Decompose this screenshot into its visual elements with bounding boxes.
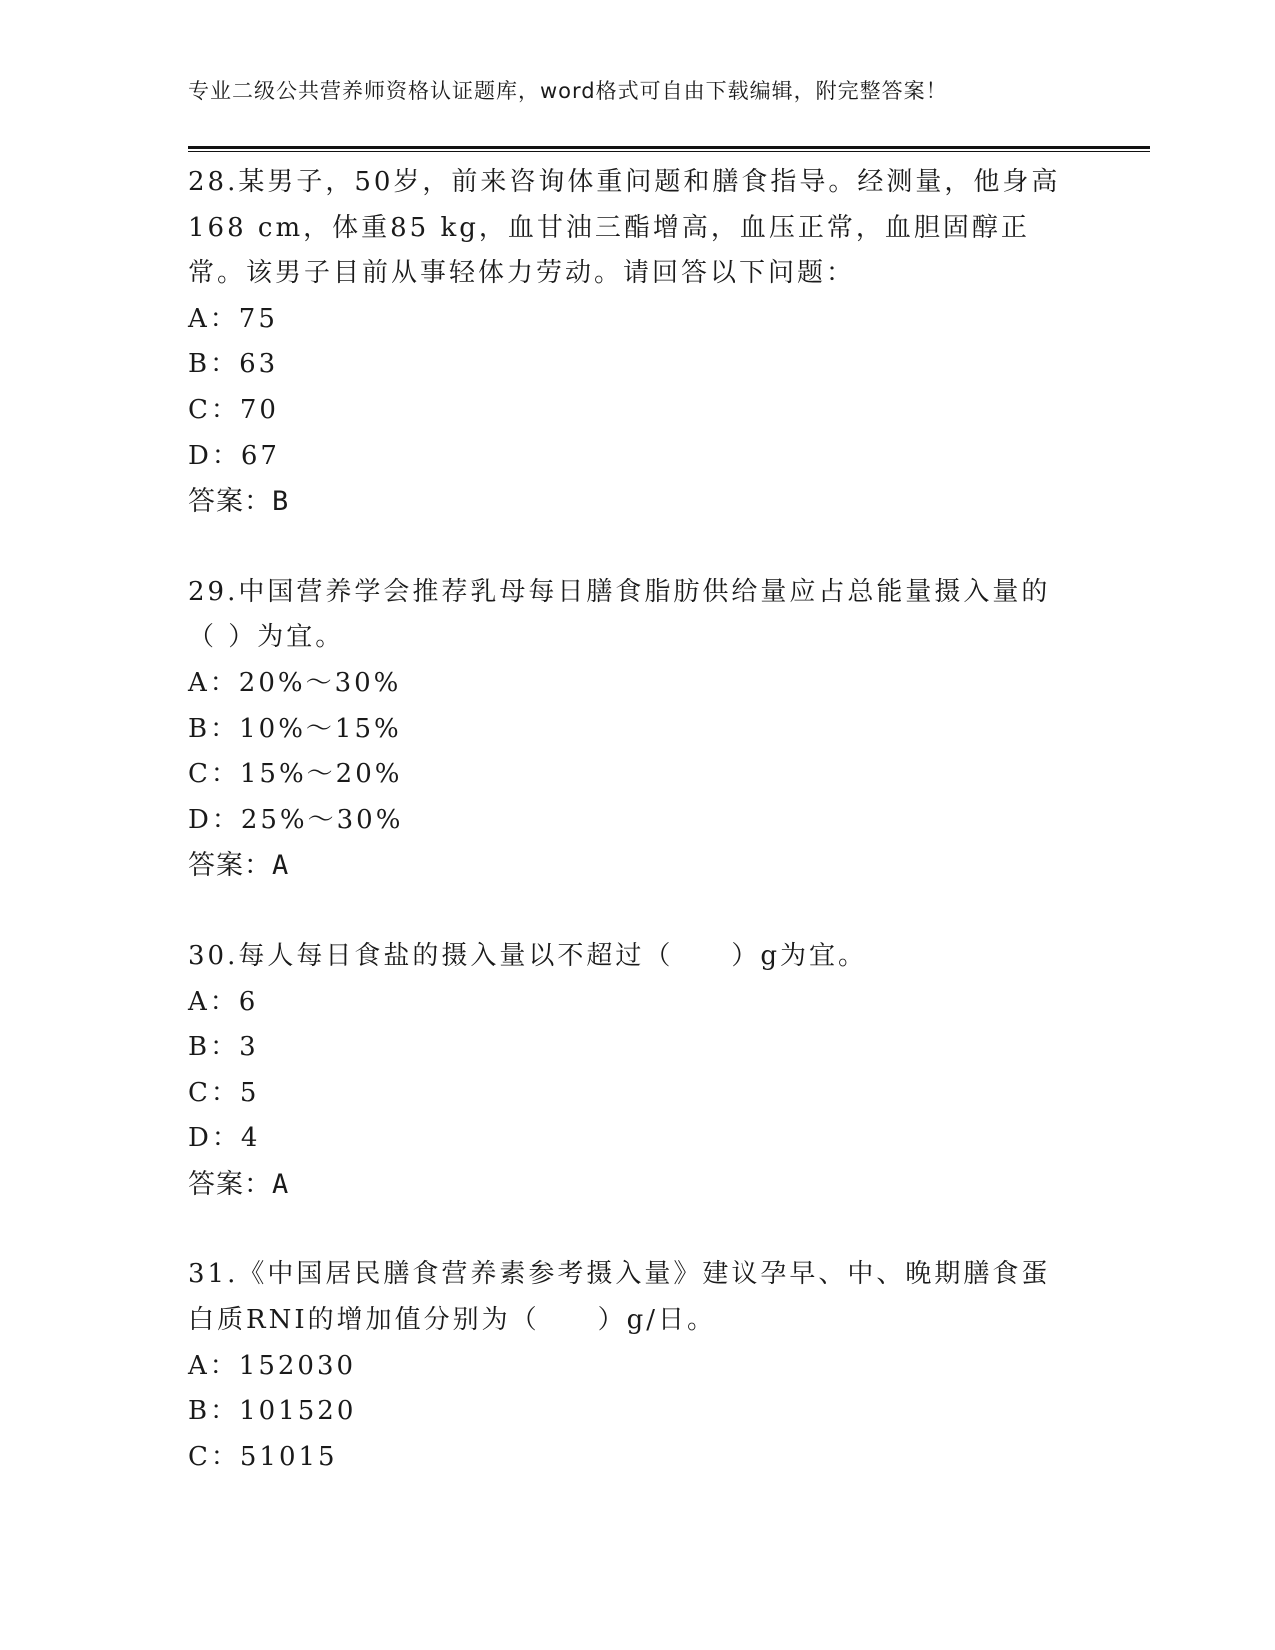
- option-a: A：75: [188, 303, 278, 334]
- option-b: B：3: [188, 1032, 259, 1063]
- question-28: [188, 160, 1088, 525]
- option-a: A：20%～30%: [188, 667, 402, 698]
- answer-label: 答案：: [188, 1168, 272, 1200]
- option-c: C：5: [188, 1077, 260, 1108]
- question-stem: 31.《中国居民膳食营养素参考摄入量》建议孕早、中、晚期膳食蛋白质RNI的增加值分别为（ ）g/日。: [188, 1259, 1051, 1336]
- question-stem: 30.每人每日食盐的摄入量以不超过（ ）g为宜。: [188, 940, 867, 971]
- answer-label: 答案：: [188, 486, 272, 518]
- question-stem: 28.某男子，50岁，前来咨询体重问题和膳食指导。经测量，他身高168 cm，体重85 kg，血甘油三酯增高，血压正常，血胆固醇正常。该男子目前从事轻体力劳动。请回答以下问题：: [188, 167, 1061, 289]
- answer-value: A: [272, 850, 290, 882]
- option-b: B：63: [188, 349, 279, 380]
- page-header: 专业二级公共营养师资格认证题库，word格式可自由下载编辑，附完整答案！: [188, 79, 948, 103]
- option-c: C：15%～20%: [188, 759, 403, 790]
- option-a: A：152030: [188, 1350, 357, 1381]
- answer-line: [188, 479, 1088, 525]
- option-b: B：101520: [188, 1396, 357, 1427]
- option-d: D：4: [188, 1123, 261, 1154]
- question-30: [188, 934, 1088, 1208]
- answer-label: 答案：: [188, 850, 272, 882]
- option-c: C：51015: [188, 1441, 338, 1472]
- header-rule-thin: [188, 151, 1150, 152]
- option-d: D：25%～30%: [188, 804, 404, 835]
- option-b: B：10%～15%: [188, 713, 402, 744]
- header-rule-thick: [188, 146, 1150, 149]
- answer-line: [188, 843, 1088, 889]
- question-31: [188, 1252, 1088, 1480]
- question-29: [188, 570, 1088, 889]
- option-d: D：67: [188, 440, 280, 471]
- answer-line: [188, 1162, 1088, 1208]
- answer-value: B: [272, 486, 290, 518]
- question-list: [188, 160, 1088, 1480]
- option-a: A：6: [188, 986, 259, 1017]
- question-stem: 29.中国营养学会推荐乳母每日膳食脂肪供给量应占总能量摄入量的（ ）为宜。: [188, 576, 1051, 653]
- answer-value: A: [272, 1168, 290, 1200]
- option-c: C：70: [188, 394, 279, 425]
